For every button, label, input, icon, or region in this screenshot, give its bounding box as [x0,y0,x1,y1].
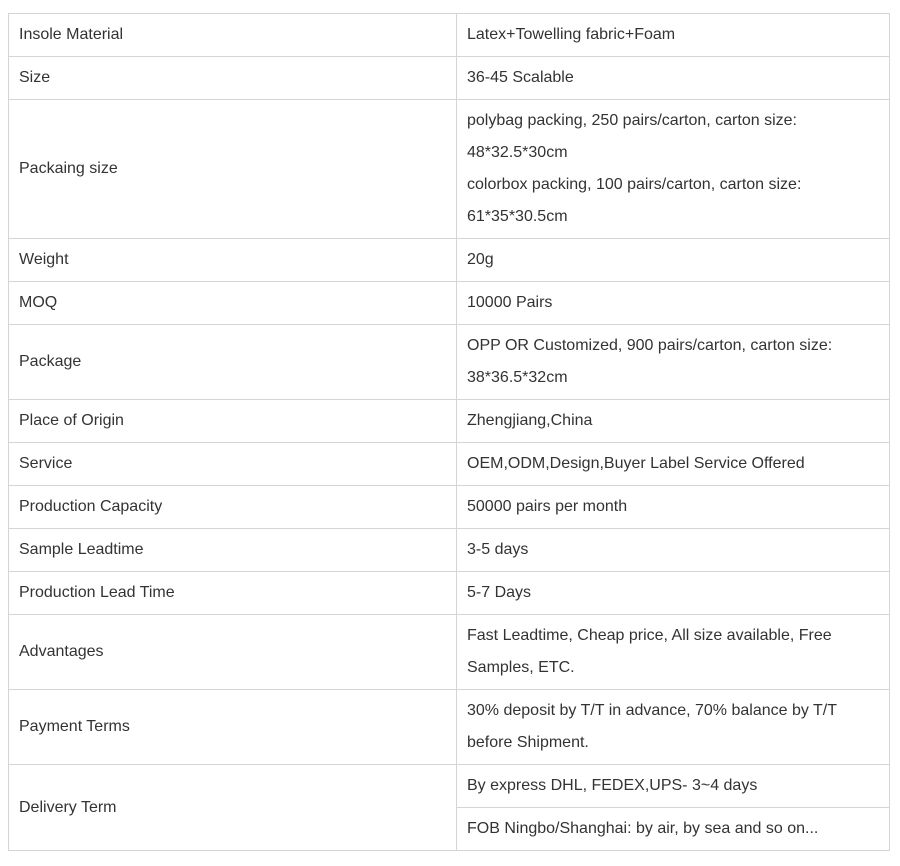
value-line: colorbox packing, 100 pairs/carton, carton size: [467,176,802,193]
table-row [9,100,890,239]
row-label: Payment Terms [9,690,457,765]
row-label: Production Lead Time [9,572,457,615]
row-value: 20g [457,239,890,282]
row-value [457,325,890,400]
product-spec-table [8,13,890,851]
row-label: Size [9,57,457,100]
table-row [9,282,890,325]
value-line: Fast Leadtime, Cheap price, All size available, Free [467,627,832,644]
value-line: OPP OR Customized, 900 pairs/carton, carton size: [467,337,833,354]
table-row [9,57,890,100]
row-label: Packaing size [9,100,457,239]
row-value: OEM,ODM,Design,Buyer Label Service Offered [457,443,890,486]
table-row [9,443,890,486]
row-label: Insole Material [9,14,457,57]
row-value: 10000 Pairs [457,282,890,325]
row-label: Weight [9,239,457,282]
table-row [9,400,890,443]
row-label: Service [9,443,457,486]
row-value: By express DHL, FEDEX,UPS- 3~4 days [457,765,890,808]
value-line: polybag packing, 250 pairs/carton, carton size: [467,112,797,129]
row-value [457,100,890,239]
row-value: Latex+Towelling fabric+Foam [457,14,890,57]
row-value [457,690,890,765]
table-row [9,572,890,615]
row-label: Advantages [9,615,457,690]
row-label: Sample Leadtime [9,529,457,572]
value-line: before Shipment. [467,734,589,751]
table-row [9,14,890,57]
row-value [457,615,890,690]
table-row [9,239,890,282]
table-row [9,529,890,572]
row-value: 5-7 Days [457,572,890,615]
row-value: Zhengjiang,China [457,400,890,443]
row-value: FOB Ningbo/Shanghai: by air, by sea and so on... [457,808,890,851]
row-label: Package [9,325,457,400]
row-label: Delivery Term [9,765,457,851]
row-value: 3-5 days [457,529,890,572]
table-row [9,765,890,808]
row-label: MOQ [9,282,457,325]
value-line: 30% deposit by T/T in advance, 70% balance by T/T [467,702,837,719]
row-label: Place of Origin [9,400,457,443]
table-row [9,690,890,765]
row-value: 36-45 Scalable [457,57,890,100]
row-label: Production Capacity [9,486,457,529]
row-value: 50000 pairs per month [457,486,890,529]
table-row [9,486,890,529]
table-row [9,615,890,690]
table-row [9,325,890,400]
value-line: 38*36.5*32cm [467,369,568,386]
value-line: 61*35*30.5cm [467,208,568,225]
value-line: 48*32.5*30cm [467,144,568,161]
value-line: Samples, ETC. [467,659,575,676]
